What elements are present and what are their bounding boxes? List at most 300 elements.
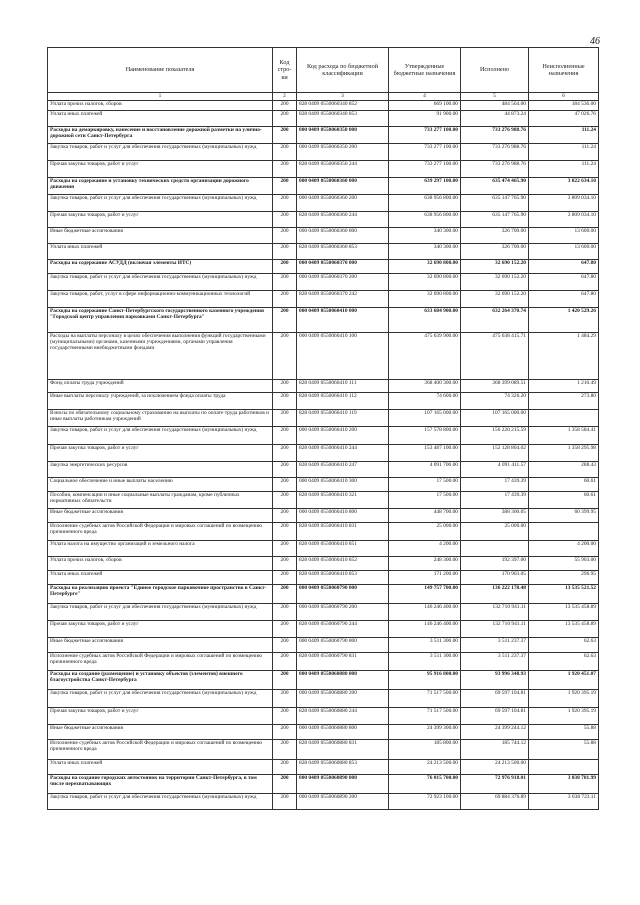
row-executed: 388 300.05 [461,509,529,523]
row-name: Уплата прочих налогов, сборов [48,557,273,571]
row-executed: 17 439.39 [461,478,529,492]
page-number: 46 [590,36,600,47]
row-name: Уплата иных платежей [48,760,273,775]
row-line-code: 200 [273,244,297,260]
row-unexecuted: 55.88 [529,725,599,740]
row-approved: 149 757 700.00 [389,585,461,604]
row-line-code: 200 [273,111,297,127]
row-approved: 340 300.00 [389,244,461,260]
row-executed: 44 873.24 [461,111,529,127]
header-line-code: Код стро-ки [273,48,297,93]
column-number: 3 [297,93,389,101]
row-name: Иные бюджетные ассигнования [48,228,273,244]
row-expense-code: 000 0409 0550060880 200 [297,690,389,708]
row-approved: 638 956 800.00 [389,195,461,212]
row-expense-code: 000 0409 0550060360 000 [297,178,389,195]
row-name: Закупка товаров, работ и услуг для обеспечения государственных (муниципальных) нужд [48,427,273,445]
row-unexecuted [529,760,599,775]
row-line-code: 200 [273,462,297,478]
table-row [48,760,599,775]
row-expense-code: 828 0409 0550060410 119 [297,410,389,427]
row-line-code: 200 [273,621,297,638]
row-name: Исполнение судебных актов Российской Федерации и мировых соглашений по возмещению причиненного вреда [48,740,273,760]
row-name: Фонд оплаты труда учреждений [48,380,273,393]
row-unexecuted: 13 600.00 [529,244,599,260]
row-expense-code: 000 0409 0550060880 000 [297,671,389,690]
row-executed: 484 564.00 [461,101,529,111]
row-line-code: 200 [273,380,297,393]
row-line-code: 200 [273,161,297,178]
row-expense-code: 828 0409 0550060340 852 [297,101,389,111]
row-line-code: 200 [273,653,297,671]
row-line-code: 200 [273,740,297,760]
row-approved: 633 684 900.00 [389,308,461,333]
row-name: Иные выплаты персоналу учреждений, за исключением фонда оплаты труда [48,393,273,410]
row-approved: 146 246 400.00 [389,621,461,638]
row-line-code: 200 [273,144,297,161]
row-executed: 24 399 244.12 [461,725,529,740]
row-approved: 72 923 100.00 [389,794,461,810]
row-executed: 32 690 152.20 [461,291,529,308]
row-executed: 733 276 988.76 [461,127,529,144]
table-row [48,775,599,794]
row-approved: 733 277 100.00 [389,127,461,144]
row-line-code: 200 [273,228,297,244]
row-unexecuted: 3 809 034.10 [529,195,599,212]
row-expense-code: 000 0409 0550060410 300 [297,478,389,492]
row-line-code: 200 [273,195,297,212]
row-name: Закупка товаров, работ и услуг для обеспечения государственных (муниципальных) нужд [48,794,273,810]
row-name: Закупка товаров, работ и услуг для обеспечения государственных (муниципальных) нужд [48,195,273,212]
row-expense-code: 000 0409 0550060790 000 [297,585,389,604]
row-line-code: 200 [273,291,297,308]
row-approved: 669 100.00 [389,101,461,111]
row-expense-code: 000 0409 0550060350 200 [297,144,389,161]
column-number: 2 [273,93,297,101]
row-expense-code: 828 0409 0550060410 851 [297,541,389,557]
table-row [48,725,599,740]
row-name: Иные бюджетные ассигнования [48,509,273,523]
table-row [48,585,599,604]
row-executed: 635 147 765.90 [461,195,529,212]
table-row [48,161,599,178]
row-executed [461,541,529,557]
row-approved: 733 277 100.00 [389,161,461,178]
row-approved: 340 300.00 [389,228,461,244]
header-name: Наименование показателя [48,48,273,93]
table-row [48,178,599,195]
header-unexecuted: Неисполненные назначения [529,48,599,93]
row-executed: 326 700.00 [461,228,529,244]
row-executed: 74 326.20 [461,393,529,410]
row-executed: 733 276 988.76 [461,144,529,161]
row-expense-code: 828 0409 0550060340 853 [297,111,389,127]
row-name: Социальное обеспечение и иные выплаты населению [48,478,273,492]
row-unexecuted: 60 399.95 [529,509,599,523]
header-expense-code: Код расхода по бюджетной классификации [297,48,389,93]
row-line-code: 200 [273,492,297,509]
row-unexecuted: 1 358 584.41 [529,427,599,445]
row-executed: 136 222 178.48 [461,585,529,604]
row-unexecuted: 13 535 521.52 [529,585,599,604]
row-expense-code: 828 0409 0550060410 852 [297,557,389,571]
row-approved: 248 300.00 [389,557,461,571]
row-approved: 17 500.00 [389,492,461,509]
row-approved: 3 511 300.00 [389,638,461,653]
row-approved: 448 700.00 [389,509,461,523]
table-row [48,260,599,274]
row-executed: 69 597 104.81 [461,690,529,708]
row-unexecuted: 3 038 781.99 [529,775,599,794]
row-unexecuted: 111.24 [529,161,599,178]
table-row [48,410,599,427]
row-name: Прочая закупка товаров, работ и услуг [48,445,273,462]
row-executed: 185 744.12 [461,740,529,760]
row-expense-code: 000 0409 0550060410 200 [297,427,389,445]
row-approved: 74 600.00 [389,393,461,410]
header-row [48,48,599,93]
row-executed: 93 996 348.93 [461,671,529,690]
table-row [48,708,599,725]
row-unexecuted: 13 600.00 [529,228,599,244]
row-name: Расходы на создание (размещение) и установку объектов (элементов) внешнего благоустройства Санкт-Петербурга [48,671,273,690]
row-line-code: 200 [273,393,297,410]
row-line-code: 200 [273,260,297,274]
row-name: Исполнение судебных актов Российской Федерации и мировых соглашений по возмещению причиненного вреда [48,653,273,671]
row-expense-code: 000 0409 0550060410 000 [297,308,389,333]
row-approved: 17 500.00 [389,478,461,492]
table-row [48,571,599,585]
row-executed: 3 511 237.37 [461,638,529,653]
table-row [48,671,599,690]
row-expense-code: 828 0409 0550060410 853 [297,571,389,585]
row-expense-code: 828 0409 0550060410 831 [297,523,389,541]
row-unexecuted: 1 920 395.19 [529,690,599,708]
table-row [48,244,599,260]
row-executed: 17 439.39 [461,492,529,509]
row-approved: 32 690 800.00 [389,291,461,308]
table-row [48,794,599,810]
row-line-code: 200 [273,101,297,111]
row-line-code: 200 [273,478,297,492]
row-line-code: 200 [273,708,297,725]
row-expense-code: 000 0409 0550060890 000 [297,775,389,794]
row-expense-code: 000 0409 0550060790 200 [297,604,389,621]
row-approved: 71 517 500.00 [389,708,461,725]
row-name: Расходы на содержание АСУДД (включая элементы ИТС) [48,260,273,274]
row-line-code: 200 [273,794,297,810]
row-unexecuted: 62.63 [529,653,599,671]
row-unexecuted [529,410,599,427]
row-expense-code: 828 0409 0550060880 831 [297,740,389,760]
table-row [48,638,599,653]
table-row [48,690,599,708]
row-line-code: 200 [273,725,297,740]
row-unexecuted: 1 358 295.98 [529,445,599,462]
row-line-code: 200 [273,775,297,794]
row-name: Исполнение судебных актов Российской Федерации и мировых соглашений по возмещению причиненного вреда [48,523,273,541]
row-line-code: 200 [273,212,297,228]
row-name: Уплата налога на имущество организаций и земельного налога [48,541,273,557]
column-number: 6 [529,93,599,101]
table-row [48,393,599,410]
row-approved: 76 015 700.00 [389,775,461,794]
row-unexecuted: 62.63 [529,638,599,653]
row-name: Прочая закупка товаров, работ и услуг [48,621,273,638]
row-approved: 95 916 800.00 [389,671,461,690]
row-name: Расходы на содержание и установку технических средств организации дорожного движения [48,178,273,195]
row-unexecuted: 111.24 [529,144,599,161]
row-executed: 152 128 804.02 [461,445,529,462]
row-approved: 733 277 100.00 [389,144,461,161]
row-unexecuted: 4 200.00 [529,541,599,557]
row-unexecuted: 296.95 [529,571,599,585]
row-unexecuted [529,523,599,541]
row-executed: 733 276 988.76 [461,161,529,178]
table-row [48,604,599,621]
row-name: Закупка товаров, работ и услуг для обеспечения государственных (муниципальных) нужд [48,144,273,161]
table-body [48,101,599,810]
row-unexecuted: 3 038 723.11 [529,794,599,810]
row-approved: 4 200.00 [389,541,461,557]
row-name: Прочая закупка товаров, работ и услуг [48,161,273,178]
row-approved: 146 246 400.00 [389,604,461,621]
row-executed: 4 091 411.57 [461,462,529,478]
table-row [48,427,599,445]
table-row [48,740,599,760]
row-line-code: 200 [273,571,297,585]
row-approved: 24 399 300.00 [389,725,461,740]
row-name: Пособия, компенсации и иные социальные выплаты гражданам, кроме публичных нормативных обязательств [48,492,273,509]
row-approved: 71 517 500.00 [389,690,461,708]
row-unexecuted: 647.80 [529,291,599,308]
row-name: Расходы на реализацию проекта "Единое городское парковочное пространство в Санкт-Петербурге" [48,585,273,604]
row-approved: 3 511 300.00 [389,653,461,671]
row-executed: 3 511 237.37 [461,653,529,671]
table-row [48,621,599,638]
row-name: Взносы по обязательному социальному страхованию на выплаты по оплате труда работников и иные выплаты работникам учреждений [48,410,273,427]
row-expense-code: 828 0409 0550060360 853 [297,244,389,260]
row-expense-code: 828 0409 0550060880 244 [297,708,389,725]
row-line-code: 200 [273,127,297,144]
column-number: 5 [461,93,529,101]
row-name: Уплата прочих налогов, сборов [48,101,273,111]
row-expense-code: 828 0409 0550060410 111 [297,380,389,393]
row-line-code: 200 [273,274,297,291]
row-unexecuted: 13 535 458.89 [529,621,599,638]
row-unexecuted: 647.80 [529,274,599,291]
row-name: Иные бюджетные ассигнования [48,638,273,653]
row-expense-code: 000 0409 0550060410 800 [297,509,389,523]
row-unexecuted: 1 920 451.07 [529,671,599,690]
table-row [48,541,599,557]
row-executed: 107 165 000.00 [461,410,529,427]
row-approved: 107 165 000.00 [389,410,461,427]
row-approved: 4 091 700.00 [389,462,461,478]
row-line-code: 200 [273,557,297,571]
row-executed: 156 220 215.59 [461,427,529,445]
row-unexecuted: 3 809 034.10 [529,212,599,228]
row-unexecuted: 288.43 [529,462,599,478]
row-executed: 170 903.05 [461,571,529,585]
table-row [48,111,599,127]
row-name: Уплата иных платежей [48,244,273,260]
row-executed: 635 147 765.90 [461,212,529,228]
row-expense-code: 828 0409 0550060410 321 [297,492,389,509]
row-name: Уплата иных платежей [48,111,273,127]
row-approved: 185 800.00 [389,740,461,760]
row-unexecuted: 1 420 529.26 [529,308,599,333]
row-line-code: 200 [273,690,297,708]
row-unexecuted: 1 210.49 [529,380,599,393]
row-executed: 132 710 941.11 [461,604,529,621]
row-expense-code: 828 0409 0550060360 244 [297,212,389,228]
row-approved: 475 639 900.00 [389,333,461,380]
table-row [48,333,599,380]
row-name: Закупка товаров, работ и услуг для обеспечения государственных (муниципальных) нужд [48,690,273,708]
row-name: Иные бюджетные ассигнования [48,725,273,740]
row-name: Закупка товаров, работ, услуг в сфере информационно-коммуникационных технологий [48,291,273,308]
row-executed: 635 474 465.90 [461,178,529,195]
row-line-code: 200 [273,523,297,541]
row-executed: 32 690 152.20 [461,274,529,291]
table-row [48,445,599,462]
row-approved: 24 213 500.00 [389,760,461,775]
column-number-row [48,93,599,101]
row-expense-code: 000 0409 0550060370 000 [297,260,389,274]
row-unexecuted: 273.80 [529,393,599,410]
row-name: Закупка товаров, работ и услуг для обеспечения государственных (муниципальных) нужд [48,274,273,291]
row-name: Расходы на содержание Санкт-Петербургского государственного казенного учреждения "Городской центр управления парковками Санкт-Петербурга" [48,308,273,333]
row-expense-code: 828 0409 0550060350 244 [297,161,389,178]
row-unexecuted: 55.88 [529,740,599,760]
row-expense-code: 000 0409 0550060790 800 [297,638,389,653]
row-expense-code: 828 0409 0550060880 853 [297,760,389,775]
header-approved: Утвержденные бюджетные назначения [389,48,461,93]
row-approved: 32 690 800.00 [389,260,461,274]
row-line-code: 200 [273,760,297,775]
row-name: Расходы на выплаты персоналу в целях обеспечения выполнения функций государственными (муниципальными) органами, казенными учреждениями, органами управления государственными внебюджетными фондами [48,333,273,380]
row-expense-code: 000 0409 0550060370 200 [297,274,389,291]
table-row [48,228,599,244]
table-row [48,291,599,308]
row-approved: 32 690 800.00 [389,274,461,291]
row-line-code: 200 [273,509,297,523]
table-row [48,212,599,228]
row-expense-code: 828 0409 0550060410 112 [297,393,389,410]
column-number: 4 [389,93,461,101]
row-executed: 632 264 370.74 [461,308,529,333]
row-line-code: 200 [273,604,297,621]
row-approved: 153 487 100.00 [389,445,461,462]
table-row [48,144,599,161]
row-unexecuted: 1 484.29 [529,333,599,380]
row-line-code: 200 [273,671,297,690]
row-approved: 157 578 800.00 [389,427,461,445]
row-executed: 72 976 918.01 [461,775,529,794]
row-executed: 69 884 376.89 [461,794,529,810]
row-unexecuted: 13 535 458.89 [529,604,599,621]
row-approved: 171 200.00 [389,571,461,585]
row-expense-code: 828 0409 0550060790 244 [297,621,389,638]
row-unexecuted: 111.24 [529,127,599,144]
table-row [48,462,599,478]
row-line-code: 200 [273,585,297,604]
table-row [48,523,599,541]
row-line-code: 200 [273,410,297,427]
row-executed: 475 638 415.71 [461,333,529,380]
row-unexecuted: 3 822 634.10 [529,178,599,195]
row-line-code: 200 [273,427,297,445]
row-executed: 69 597 104.81 [461,708,529,725]
table-row [48,653,599,671]
row-expense-code: 828 0409 0550060410 247 [297,462,389,478]
row-name: Прочая закупка товаров, работ и услуг [48,708,273,725]
row-unexecuted: 47 026.76 [529,111,599,127]
row-executed: 368 399 089.51 [461,380,529,393]
row-expense-code: 000 0409 0550060410 100 [297,333,389,380]
row-name: Расходы на демаркировку, нанесение и восстановление дорожной разметки на улично-дорожной сети Санкт-Петербурга [48,127,273,144]
row-name: Прочая закупка товаров, работ и услуг [48,212,273,228]
row-approved: 25 000.00 [389,523,461,541]
row-executed: 132 710 941.11 [461,621,529,638]
row-expense-code: 828 0409 0550060790 831 [297,653,389,671]
row-name: Закупка товаров, работ и услуг для обеспечения государственных (муниципальных) нужд [48,604,273,621]
row-expense-code: 000 0409 0550060360 800 [297,228,389,244]
row-unexecuted: 60.61 [529,492,599,509]
row-executed: 32 690 152.20 [461,260,529,274]
row-expense-code: 000 0409 0550060880 800 [297,725,389,740]
table-row [48,274,599,291]
column-number: 1 [48,93,273,101]
row-line-code: 200 [273,333,297,380]
header-executed: Исполнено [461,48,529,93]
row-name: Уплата иных платежей [48,571,273,585]
row-line-code: 200 [273,638,297,653]
row-unexecuted: 647.80 [529,260,599,274]
row-approved: 639 297 100.00 [389,178,461,195]
row-name: Закупка энергетических ресурсов [48,462,273,478]
table-row [48,509,599,523]
table-row [48,127,599,144]
row-expense-code: 828 0409 0550060370 242 [297,291,389,308]
table-row [48,380,599,393]
row-approved: 638 956 800.00 [389,212,461,228]
row-name: Расходы на создание городских автостоянок на территории Санкт-Петербурга, в том числе перехватывающих [48,775,273,794]
row-expense-code: 828 0409 0550060410 244 [297,445,389,462]
row-approved: 368 400 300.00 [389,380,461,393]
row-executed: 25 000.00 [461,523,529,541]
row-line-code: 200 [273,445,297,462]
row-executed: 192 397.00 [461,557,529,571]
table-row [48,557,599,571]
row-unexecuted: 1 920 395.19 [529,708,599,725]
row-unexecuted: 55 903.00 [529,557,599,571]
row-executed: 326 700.00 [461,244,529,260]
row-line-code: 200 [273,178,297,195]
table-row [48,308,599,333]
row-unexecuted: 184 536.00 [529,101,599,111]
budget-execution-table [47,47,599,810]
table-row [48,195,599,212]
row-unexecuted: 60.61 [529,478,599,492]
table-row [48,478,599,492]
table-row [48,101,599,111]
row-expense-code: 000 0409 0550060890 200 [297,794,389,810]
row-approved: 91 900.00 [389,111,461,127]
table-row [48,492,599,509]
row-expense-code: 000 0409 0550060360 200 [297,195,389,212]
